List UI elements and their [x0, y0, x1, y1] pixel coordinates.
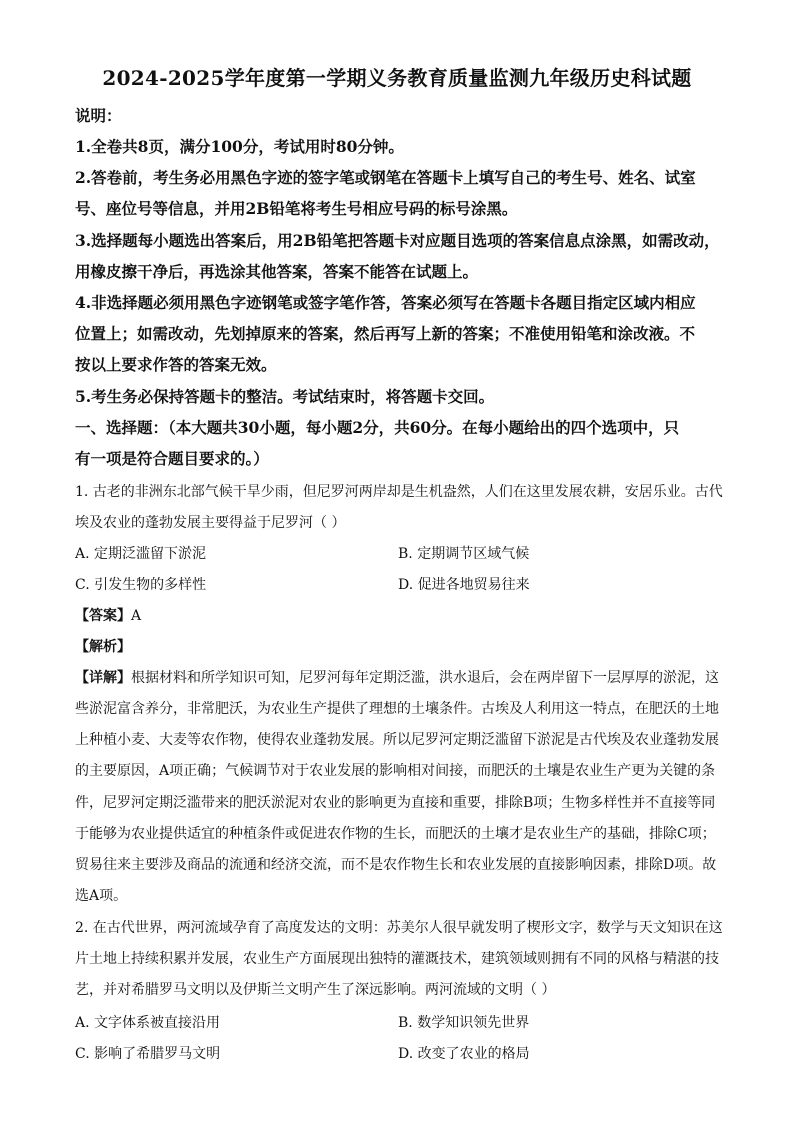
- note-line-4: 3.选择题每小题选出答案后，用2B铅笔把答题卡对应题目选项的答案信息点涂黑，如需改动，: [75, 231, 720, 250]
- note-line-1: 1.全卷共8页，满分100分，考试用时80分钟。: [75, 137, 404, 156]
- q1-option-d: D. 促进各地贸易往来: [398, 577, 530, 593]
- q1-detail-line-1: [75, 667, 725, 687]
- q1-option-a: A. 定期泛滥留下淤泥: [75, 546, 207, 562]
- answer-value: A: [131, 608, 142, 624]
- q2-stem-line-1: 2. 在古代世界，两河流域孕育了高度发达的文明：苏美尔人很早就发明了楔形文字，数学与天文知识在这: [75, 920, 723, 936]
- q1-answer: [75, 605, 725, 625]
- section-heading-line-1: 一、选择题：（本大题共30小题，每小题2分，共60分。在每小题给出的四个选项中，只: [75, 418, 680, 437]
- analysis-tag: 【解析】: [75, 639, 131, 655]
- q1-option-b: B. 定期调节区域气候: [398, 546, 530, 562]
- q2-stem-line-2: 片土地上持续积累并发展，农业生产方面展现出独特的灌溉技术，建筑领域则拥有不同的风格与精湛的技: [75, 951, 719, 967]
- section-heading-line-2: 有一项是符合题目要求的。）: [75, 449, 269, 468]
- q2-option-d: D. 改变了农业的格局: [398, 1046, 530, 1062]
- note-line-5: 用橡皮擦干净后，再选涂其他答案，答案不能答在试题上。: [75, 262, 479, 281]
- exam-title: 2024-2025学年度第一学期义务教育质量监测九年级历史科试题: [102, 66, 692, 90]
- q1-detail-line-8: 选A项。: [75, 888, 128, 904]
- q1-detail-line-6: 于能够为农业提供适宜的种植条件或促进农作物的生长，而肥沃的土壤才是农业生产的基础，排除C项；: [75, 826, 716, 842]
- q1-option-c: C. 引发生物的多样性: [75, 577, 207, 593]
- q1-stem-line-2: 埃及农业的蓬勃发展主要得益于尼罗河（ ）: [75, 515, 346, 531]
- detail-text: 根据材料和所学知识可知，尼罗河每年定期泛滥，洪水退后，会在两岸留下一层厚厚的淤泥，这: [131, 670, 719, 686]
- note-line-3: 号、座位号等信息，并用2B铅笔将考生号相应号码的标号涂黑。: [75, 199, 518, 218]
- note-line-7: 位置上；如需改动，先划掉原来的答案，然后再写上新的答案；不准使用铅笔和涂改液。不: [75, 324, 696, 343]
- note-line-6: 4.非选择题必须用黑色字迹钢笔或签字笔作答，答案必须写在答题卡各题目指定区域内相应: [75, 293, 696, 312]
- note-line-9: 5.考生务必保持答题卡的整洁。考试结束时，将答题卡交回。: [75, 387, 495, 406]
- detail-tag: 【详解】: [75, 670, 131, 686]
- q1-detail-line-2: 些淤泥富含养分，非常肥沃，为农业生产提供了理想的土壤条件。古埃及人利用这一特点，在肥沃的土地: [75, 701, 719, 717]
- q2-option-a: A. 文字体系被直接沿用: [75, 1015, 221, 1031]
- q2-stem-line-3: 艺，并对希腊罗马文明以及伊斯兰文明产生了深远影响。两河流域的文明（ ）: [75, 982, 556, 998]
- q2-option-c: C. 影响了希腊罗马文明: [75, 1046, 221, 1062]
- note-line-8: 按以上要求作答的答案无效。: [75, 355, 277, 374]
- q1-detail-line-5: 件，尼罗河定期泛滥带来的肥沃淤泥对农业的影响更为直接和重要，排除B项；生物多样性并不直接等同: [75, 795, 716, 811]
- q1-detail-line-7: 贸易往来主要涉及商品的流通和经济交流，而不是农作物生长和农业发展的直接影响因素，排除D项。故: [75, 857, 717, 873]
- q1-analysis-tag: [75, 636, 725, 656]
- q1-detail-line-4: 的主要原因，A项正确；气候调节对于农业发展的影响相对间接，而肥沃的土壤是农业生产更为关键的条: [75, 763, 716, 779]
- answer-tag: 【答案】: [75, 608, 131, 624]
- note-line-2: 2.答卷前，考生务必用黑色字迹的签字笔或钢笔在答题卡上填写自己的考生号、姓名、试室: [75, 168, 696, 187]
- notes-heading: 说明：: [75, 106, 122, 125]
- q1-stem-line-1: 1. 古老的非洲东北部气候干旱少雨，但尼罗河两岸却是生机盎然，人们在这里发展农耕，安居乐业。古代: [75, 484, 723, 500]
- q1-detail-line-3: 上种植小麦、大麦等农作物，使得农业蓬勃发展。所以尼罗河定期泛滥留下淤泥是古代埃及农业蓬勃发展: [75, 732, 719, 748]
- q2-option-b: B. 数学知识领先世界: [398, 1015, 530, 1031]
